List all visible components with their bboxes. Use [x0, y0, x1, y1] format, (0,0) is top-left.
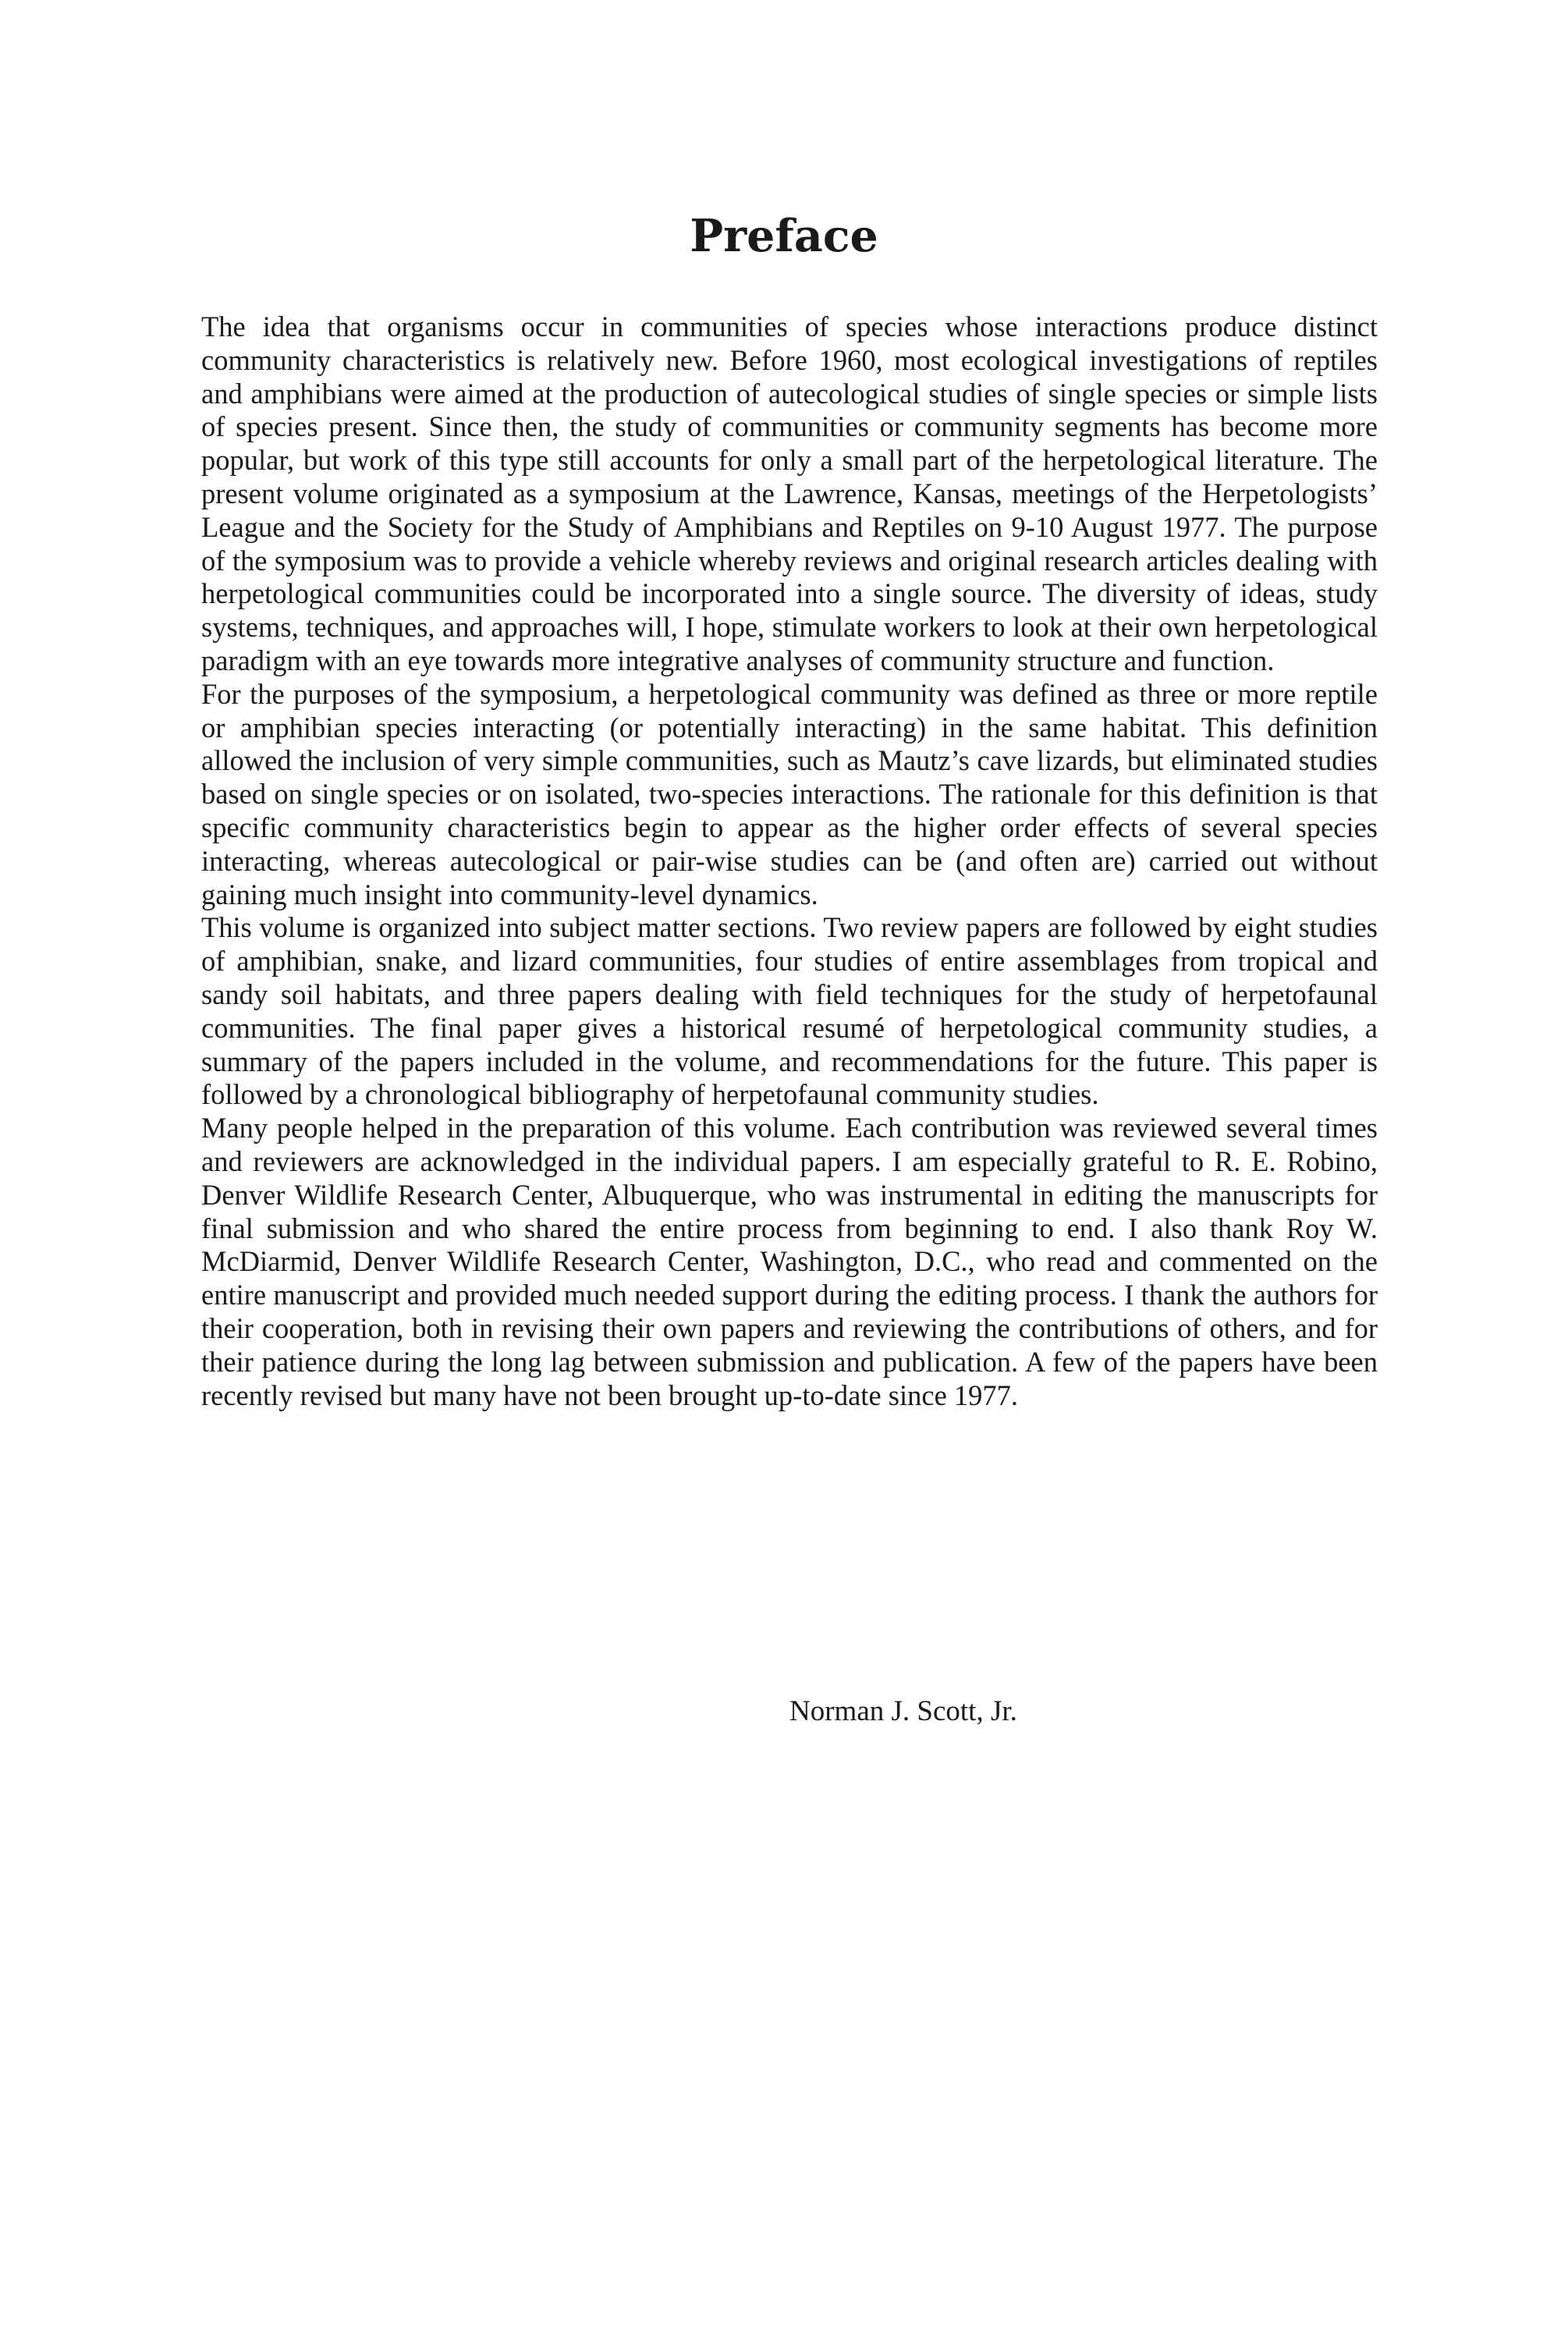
paragraph-organization: This volume is organized into subject matter sections. Two review papers are followed by eight studies of amphibian, snake, and lizard communities, four studies of entire assemblages from tropical and sandy soil habitats, and three papers dealing with field techniques for the study of herpetofaunal communities. The final paper gives a historical resumé of herpetological community studies, a summary of the papers included in the volume, and recommendations for the future. This paper is followed by a chronological bibliography of herpetofaunal community studies. — [201, 911, 1378, 1111]
author-signature: Norman J. Scott, Jr. — [789, 1695, 1017, 1727]
paragraph-intro: The idea that organisms occur in communities of species whose interactions produce distinct community characteristics is relatively new. Before 1960, most ecological investigations of reptiles and amphibians were aimed at the production of autecological studies of single species or simple lists of species present. Since then, the study of communities or community segments has become more popular, but work of this type still accounts for only a small part of the herpetological literature. The present volume originated as a symposium at the Lawrence, Kansas, meetings of the Herpetologists’ League and the Society for the Study of Amphibians and Reptiles on 9-10 August 1977. The purpose of the symposium was to provide a vehicle whereby reviews and original research articles dealing with herpetological communities could be incorporated into a single source. The diversity of ideas, study systems, techniques, and approaches will, I hope, stimulate workers to look at their own herpetological paradigm with an eye towards more integrative analyses of community structure and function. — [201, 311, 1378, 676]
preface-body — [201, 311, 1378, 1412]
paragraph-definition: For the purposes of the symposium, a herpetological community was defined as three or more reptile or amphibian species interacting (or potentially interacting) in the same habitat. This definition allowed the inclusion of very simple communities, such as Mautz’s cave lizards, but eliminated studies based on single species or on isolated, two-species interactions. The rationale for this definition is that specific community characteristics begin to appear as the higher order effects of several species interacting, whereas autecological or pair-wise studies can be (and often are) carried out without gaining much insight into community-level dynamics. — [201, 677, 1378, 910]
paragraph-acknowledgments: Many people helped in the preparation of this volume. Each contribution was reviewed several times and reviewers are acknowledged in the individual papers. I am especially grateful to R. E. Robino, Denver Wildlife Research Center, Albuquerque, who was instrumental in editing the manuscripts for final submission and who shared the entire process from beginning to end. I also thank Roy W. McDiarmid, Denver Wildlife Research Center, Washington, D.C., who read and commented on the entire manuscript and provided much needed support during the editing process. I thank the authors for their cooperation, both in revising their own papers and reviewing the contributions of others, and for their patience during the long lag between submission and publication. A few of the papers have been recently revised but many have not been brought up-to-date since 1977. — [201, 1112, 1378, 1411]
page-title: Preface — [690, 210, 878, 262]
